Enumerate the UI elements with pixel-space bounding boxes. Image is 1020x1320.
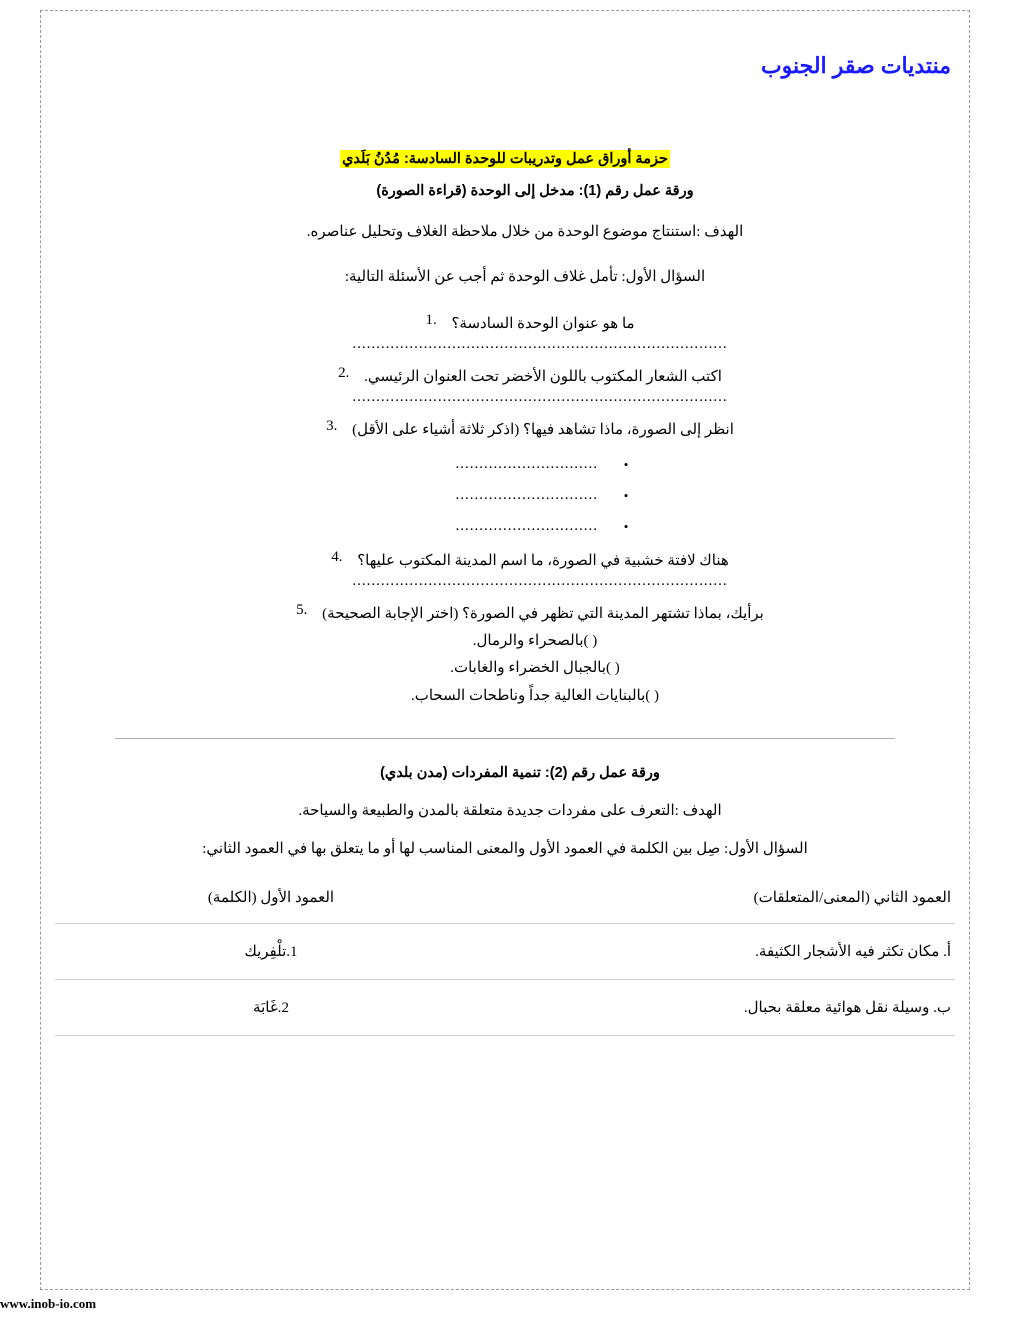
bullet-icon: • (623, 519, 629, 534)
site-title: منتديات صقر الجنوب (760, 53, 951, 78)
question-text: برأيك، بماذا تشتهر المدينة التي تظهر في الصورة؟ (اختر الإجابة الصحيحة) (322, 606, 764, 622)
choice-option[interactable]: ( )بالصحراء والرمال. (472, 633, 598, 649)
matching-table (55, 888, 955, 1036)
question-number: 5. (296, 602, 308, 618)
answer-bullet-list (55, 456, 955, 535)
question-text: ما هو عنوان الوحدة السادسة؟ (451, 316, 635, 332)
list-item (55, 549, 955, 590)
list-item (55, 312, 955, 353)
table-row (55, 924, 955, 980)
worksheet-1-question-list (55, 312, 955, 708)
list-item (55, 456, 955, 473)
section-divider (115, 738, 895, 739)
list-item (55, 487, 955, 504)
choice-option[interactable]: ( )بالبنايات العالية جداً وناطحات السحاب. (410, 687, 660, 704)
answer-line: ............................................................................... (352, 389, 728, 405)
document-body (55, 151, 955, 1036)
answer-line: .............................. (455, 518, 598, 534)
word-cell: 1.تلْفِريك (55, 924, 487, 980)
question-text: هناك لافتة خشبية في الصورة، ما اسم المدينة المكتوب عليها؟ (357, 553, 729, 569)
question-text: اكتب الشعار المكتوب باللون الأخضر تحت العنوان الرئيسي. (364, 369, 722, 385)
worksheet-2-goal: الهدف :التعرف على مفردات جديدة متعلقة بالمدن والطبيعة والسياحة. (298, 802, 722, 819)
answer-line: .............................. (455, 487, 598, 503)
bullet-icon: • (623, 488, 629, 503)
list-item (55, 602, 955, 708)
column-header-second: العمود الثاني (المعنى/المتعلقات) (487, 888, 955, 924)
list-item (55, 418, 955, 535)
question-number: 4. (331, 549, 343, 565)
document-title (55, 151, 955, 167)
question-number: 1. (425, 312, 437, 328)
worksheet-1-heading: ورقة عمل رقم (1): مدخل إلى الوحدة (قراءة الصورة) (376, 183, 694, 199)
footer-url: www.inob-io.com (0, 1296, 97, 1311)
list-item (55, 518, 955, 535)
answer-line: ............................................................................... (352, 336, 728, 352)
table-row (55, 980, 955, 1036)
meaning-cell: ب. وسيلة نقل هوائية معلقة بحبال. (487, 980, 955, 1036)
choice-option[interactable]: ( )بالجبال الخضراء والغابات. (450, 660, 620, 677)
document-title-text: حزمة أوراق عمل وتدريبات للوحدة السادسة: مُدُنُ بَلَدي (342, 151, 668, 167)
table-header-row (55, 888, 955, 924)
question-number: 3. (326, 418, 338, 434)
worksheet-2-heading: ورقة عمل رقم (2): تنمية المفردات (مدن بلدي) (380, 764, 660, 781)
answer-line: .............................. (455, 456, 598, 472)
list-item (55, 365, 955, 406)
column-header-first: العمود الأول (الكلمة) (55, 888, 487, 924)
question-number: 2. (338, 365, 350, 381)
bullet-icon: • (623, 457, 629, 472)
choice-list (55, 630, 955, 708)
worksheet-2-question-lead: السؤال الأول: صِل بين الكلمة في العمود الأول والمعنى المناسب لها أو ما يتعلق بها في العمود الثاني: (202, 840, 808, 857)
worksheet-1-question-lead: السؤال الأول: تأمل غلاف الوحدة ثم أجب عن الأسئلة التالية: (344, 268, 706, 285)
question-text: انظر إلى الصورة، ماذا تشاهد فيها؟ (اذكر ثلاثة أشياء على الأقل) (352, 422, 734, 438)
worksheet-1-goal: الهدف :استنتاج موضوع الوحدة من خلال ملاحظة الغلاف وتحليل عناصره. (306, 224, 744, 240)
page-frame (40, 10, 970, 1290)
answer-line: ............................................................................... (352, 573, 728, 589)
meaning-cell: أ. مكان تكثر فيه الأشجار الكثيفة. (487, 924, 955, 980)
word-cell: 2.غَابَة (55, 980, 487, 1036)
